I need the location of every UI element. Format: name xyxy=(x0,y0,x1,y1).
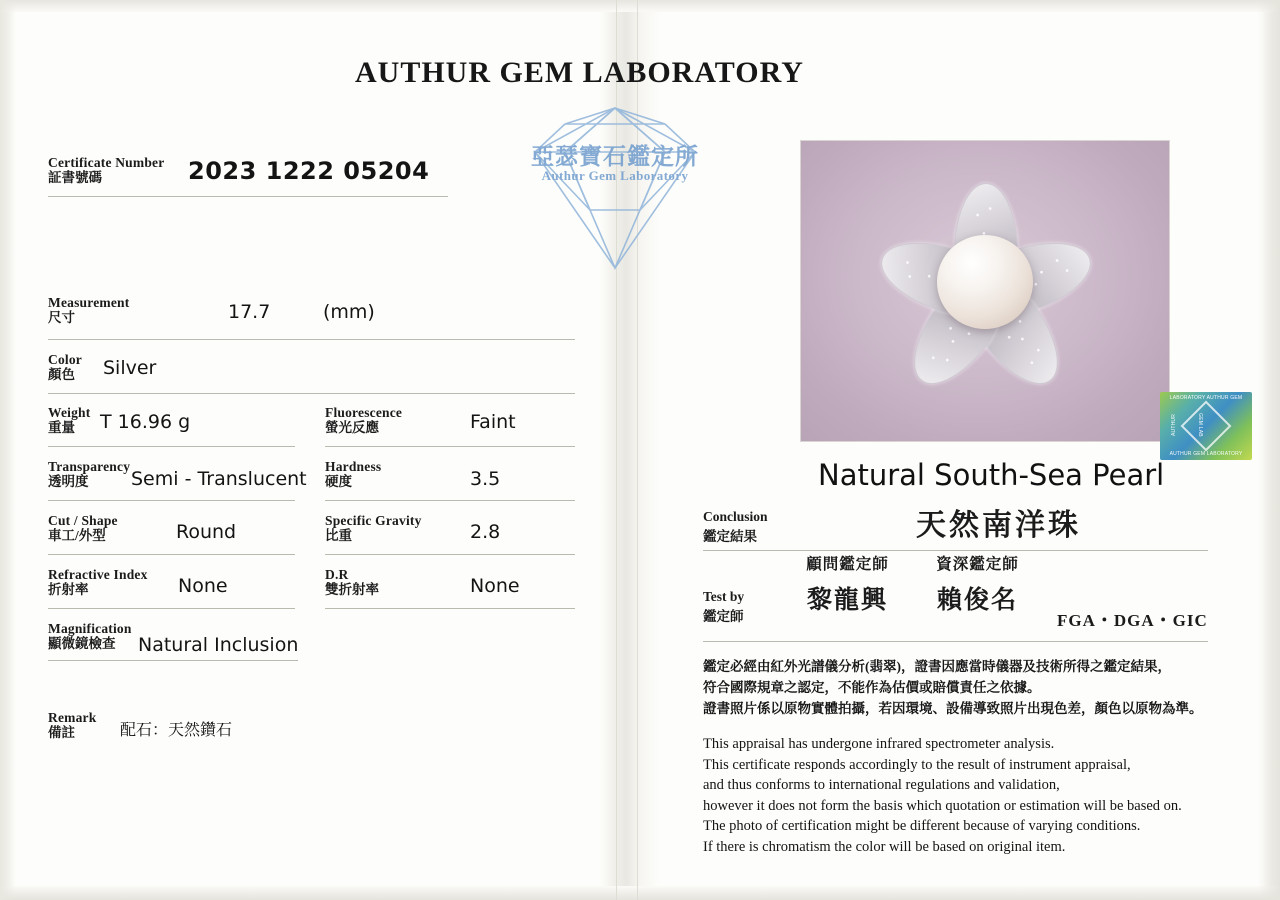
page-edge-right xyxy=(1258,0,1280,900)
test-by-label-en: Test by xyxy=(703,589,745,604)
cut-shape-label-cn: 車工/外型 xyxy=(48,528,106,543)
note-cn-line-3: 證書照片係以原物實體拍攝，若因環境、設備導致照片出現色差，顏色以原物為準。 xyxy=(703,701,1203,716)
fluorescence-label-en: Fluorescence xyxy=(325,405,403,420)
note-en-line-4: however it does not form the basis which quotation or estimation will be based on. xyxy=(703,797,1182,814)
field-dr xyxy=(325,567,520,598)
conclusion-label-en: Conclusion xyxy=(703,509,768,524)
field-specific-gravity xyxy=(325,513,501,544)
color-value: Silver xyxy=(103,357,157,379)
rule-specific-gravity xyxy=(325,554,575,555)
refractive-index-value: None xyxy=(178,575,228,597)
weight-value: T 16.96 g xyxy=(100,411,191,433)
refractive-index-label-en: Refractive Index xyxy=(48,567,148,582)
certificate-number-value: 2023 1222 05204 xyxy=(188,157,430,185)
credentials: FGA・DGA・GIC xyxy=(1057,611,1208,630)
field-cut-shape xyxy=(48,513,237,544)
cut-shape-value: Round xyxy=(176,521,237,543)
refractive-index-label-cn: 折射率 xyxy=(48,582,89,597)
hardness-label-cn: 硬度 xyxy=(325,474,352,489)
field-measurement xyxy=(48,295,375,326)
dr-value: None xyxy=(470,575,520,597)
signer-2-name: 賴俊名 xyxy=(936,587,1018,614)
measurement-value: 17.7 xyxy=(228,301,271,323)
remark-label-cn: 備註 xyxy=(48,725,75,740)
color-label-cn: 顏色 xyxy=(48,367,75,382)
hologram-sticker xyxy=(1160,392,1252,460)
rule-refractive-index xyxy=(48,608,295,609)
rule-weight xyxy=(48,446,295,447)
gem-photo xyxy=(800,140,1170,442)
rule-conclusion xyxy=(703,550,1208,551)
note-en-line-5: The photo of certification might be different because of varying conditions. xyxy=(703,818,1141,834)
page-title: AUTHUR GEM LABORATORY xyxy=(355,56,804,89)
signer-2-role: 資深鑑定師 xyxy=(936,556,1019,573)
page-edge-left xyxy=(0,0,16,900)
field-hardness xyxy=(325,459,501,490)
field-transparency xyxy=(48,459,307,490)
rule-magnification xyxy=(48,660,298,661)
rule-certificate-number xyxy=(48,196,448,197)
notes-english xyxy=(703,734,1223,857)
conclusion-label xyxy=(703,509,768,545)
test-by-label-cn: 鑑定師 xyxy=(703,609,744,624)
field-color xyxy=(48,352,157,383)
conclusion-label-cn: 鑑定結果 xyxy=(703,529,757,544)
specific-gravity-value: 2.8 xyxy=(470,521,501,543)
field-magnification xyxy=(48,621,299,656)
cut-shape-label-en: Cut / Shape xyxy=(48,513,118,528)
specific-gravity-label-cn: 比重 xyxy=(325,528,352,543)
weight-label-cn: 重量 xyxy=(48,420,75,435)
certificate-number-label-cn: 証書號碼 xyxy=(48,170,102,185)
fluorescence-label-cn: 螢光反應 xyxy=(325,420,379,435)
hologram-text-right: GEM LAB xyxy=(1197,413,1203,437)
note-cn-line-2: 符合國際規章之認定，不能作為估價或賠償責任之依據。 xyxy=(703,680,1041,695)
pearl xyxy=(937,235,1033,329)
hardness-label-en: Hardness xyxy=(325,459,382,474)
transparency-label-en: Transparency xyxy=(48,459,131,474)
notes-chinese xyxy=(703,656,1203,719)
field-remark xyxy=(48,710,233,741)
hologram-text-bottom: AUTHUR GEM LABORATORY xyxy=(1169,451,1243,457)
weight-label-en: Weight xyxy=(48,405,91,420)
signer-1-name: 黎龍興 xyxy=(806,587,888,614)
field-refractive-index xyxy=(48,567,228,598)
certificate-number-label-en: Certificate Number xyxy=(48,155,165,170)
signer-1-role: 顧問鑑定師 xyxy=(806,556,889,573)
rule-test-by xyxy=(703,641,1208,642)
page-edge-bottom xyxy=(0,886,1280,900)
conclusion-value-cn: 天然南洋珠 xyxy=(916,509,1081,542)
hologram-diamond-icon xyxy=(1181,401,1232,452)
field-certificate-number xyxy=(48,155,430,186)
note-en-line-3: and thus conforms to international regulations and validation, xyxy=(703,777,1060,793)
note-en-line-6: If there is chromatism the color will be based on original item. xyxy=(703,838,1066,855)
watermark-text-en: Authur Gem Laboratory xyxy=(541,168,689,183)
signer-2 xyxy=(915,552,1040,616)
note-cn-line-1: 鑑定必經由紅外光譜儀分析(翡翠)，證書因應當時儀器及技術所得之鑑定結果， xyxy=(703,659,1171,674)
rule-color xyxy=(48,393,575,394)
field-weight xyxy=(48,405,191,436)
dr-label-en: D.R xyxy=(325,567,349,582)
magnification-label-en: Magnification xyxy=(48,621,132,636)
test-by-label xyxy=(703,589,744,625)
note-en-line-1: This appraisal has undergone infrared spectrometer analysis. xyxy=(703,736,1055,752)
dr-label-cn: 雙折射率 xyxy=(325,582,379,597)
center-fold-line-left xyxy=(616,0,617,900)
measurement-unit: (mm) xyxy=(323,301,375,323)
brooch-illustration xyxy=(860,172,1110,410)
rule-fluorescence xyxy=(325,446,575,447)
rule-measurement xyxy=(48,339,575,340)
measurement-label-en: Measurement xyxy=(48,295,130,310)
field-fluorescence xyxy=(325,405,516,436)
center-fold-line-right xyxy=(637,0,638,900)
transparency-label-cn: 透明度 xyxy=(48,474,89,489)
remark-label-en: Remark xyxy=(48,710,97,725)
hardness-value: 3.5 xyxy=(470,468,501,490)
magnification-value: Natural Inclusion xyxy=(138,634,299,656)
hologram-text-left: AUTHUR xyxy=(1171,413,1177,437)
remark-value: 配石：天然鑽石 xyxy=(120,720,233,739)
conclusion-value-en: Natural South-Sea Pearl xyxy=(818,458,1165,492)
watermark-text-cn: 亞瑟寶石鑑定所 xyxy=(531,144,699,169)
page-edge-top xyxy=(0,0,1280,12)
transparency-value: Semi - Translucent xyxy=(131,468,307,490)
magnification-label-cn: 顯微鏡檢查 xyxy=(48,636,116,651)
rule-dr xyxy=(325,608,575,609)
hologram-text-top: LABORATORY AUTHUR GEM xyxy=(1169,395,1243,401)
note-en-line-2: This certificate responds accordingly to the result of instrument appraisal, xyxy=(703,756,1131,773)
rule-cut-shape xyxy=(48,554,295,555)
rule-transparency xyxy=(48,500,295,501)
specific-gravity-label-en: Specific Gravity xyxy=(325,513,422,528)
fluorescence-value: Faint xyxy=(470,411,516,433)
rule-hardness xyxy=(325,500,575,501)
signer-1 xyxy=(785,552,910,616)
color-label-en: Color xyxy=(48,352,82,367)
measurement-label-cn: 尺寸 xyxy=(48,310,75,325)
